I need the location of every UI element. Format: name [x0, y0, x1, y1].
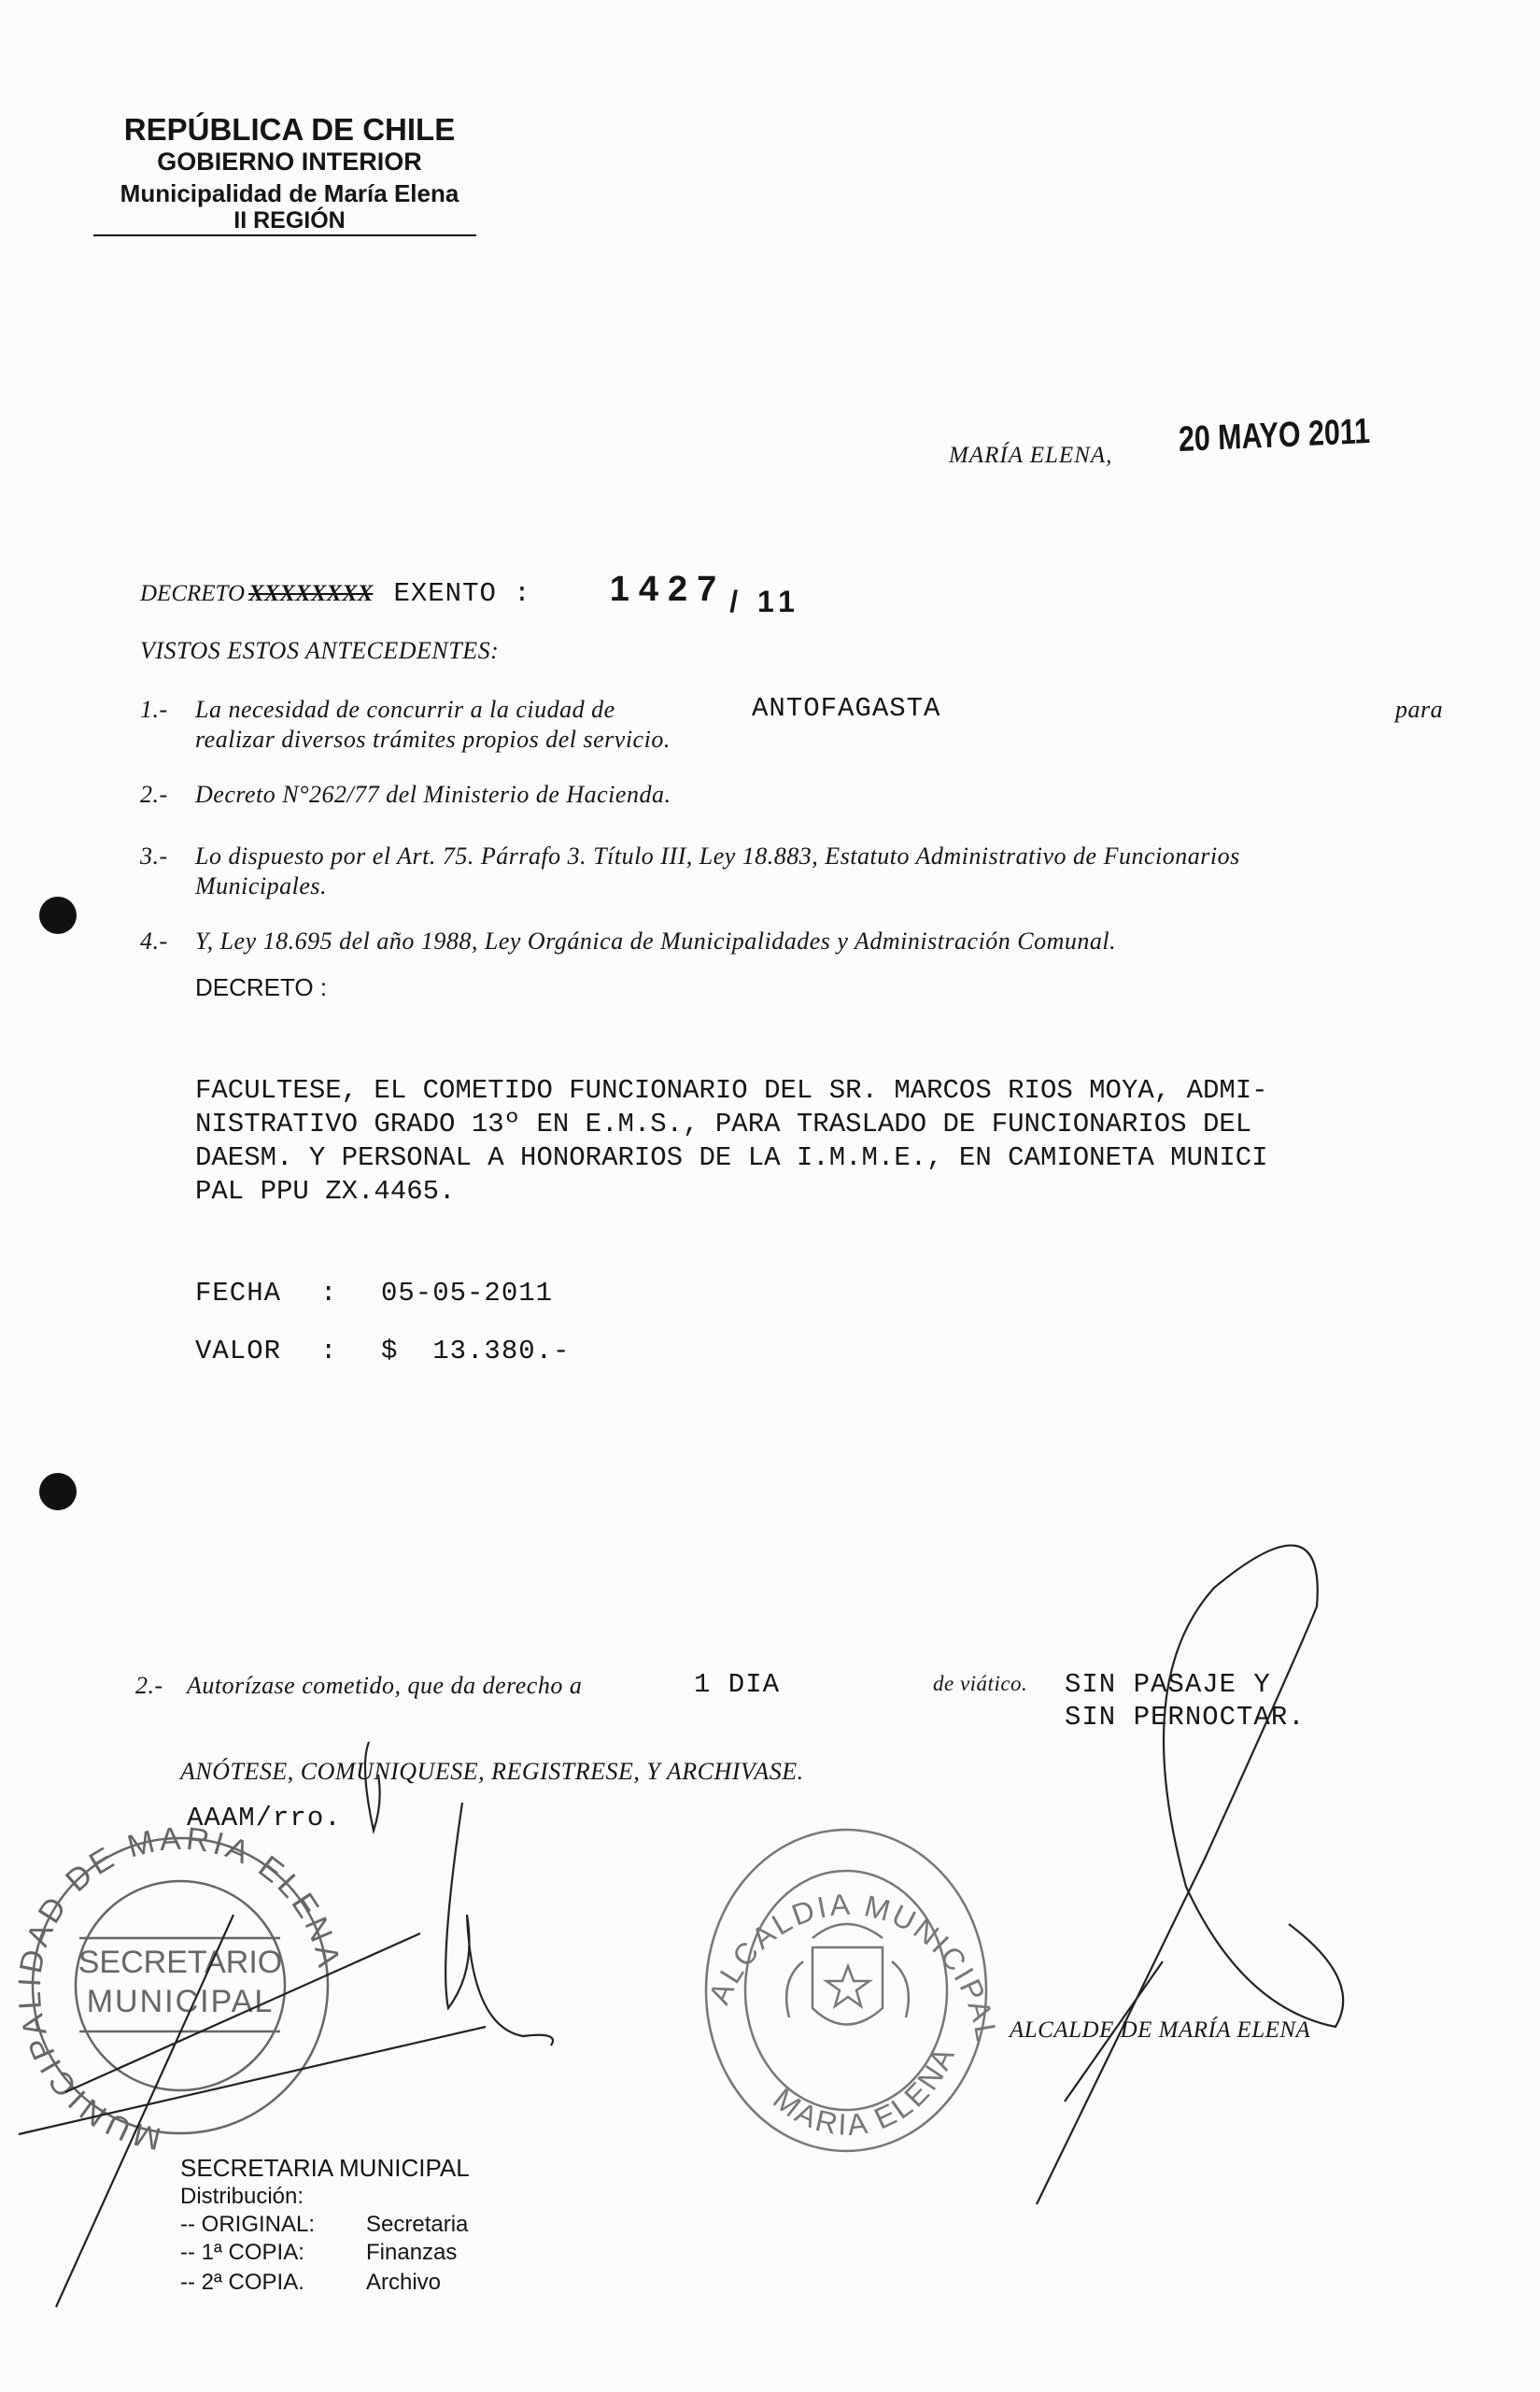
date-stamp: 20 MAYO 2011 [1178, 412, 1371, 460]
valor-label: VALOR [195, 1336, 282, 1366]
distribution-label: -- ORIGINAL: [180, 2212, 316, 2237]
mayor-stamp-top-text: ALCALDIA MUNICIPAL [701, 1887, 1005, 2046]
valor-value: $ 13.380.- [381, 1336, 571, 1366]
header-municipality: Municipalidad de María Elena [120, 179, 459, 207]
place-label: MARÍA ELENA, [949, 443, 1113, 468]
decree-type: EXENTO : [393, 578, 531, 609]
vistos-heading: VISTOS ESTOS ANTECEDENTES: [140, 637, 500, 664]
vistos-item-1-city: ANTOFAGASTA [752, 693, 941, 724]
distribution-heading: Distribución: [180, 2184, 304, 2209]
vistos-item-3-num: 3.- [140, 842, 168, 870]
vistos-item-2-num: 2.- [140, 781, 168, 808]
initials: AAAM/rro. [187, 1803, 342, 1833]
vistos-item-3-text: Lo dispuesto por el Art. 75. Párrafo 3. Título III, Ley 18.883, Estatuto Administrativo de Funcionarios [195, 842, 1240, 870]
fecha-colon: : [320, 1278, 338, 1309]
body-line-1: FACULTESE, EL COMETIDO FUNCIONARIO DEL SR. MARCOS RIOS MOYA, ADMI- [195, 1075, 1268, 1106]
fecha-label: FECHA [195, 1278, 282, 1309]
mayor-title: ALCALDE DE MARÍA ELENA [1010, 2017, 1311, 2043]
decreto-label: DECRETO : [195, 973, 328, 1001]
vistos-item-3-text2: Municipales. [195, 872, 328, 899]
decree-number: 1427 [609, 570, 727, 609]
secretary-stamp-line-1: SECRETARIO [78, 1945, 283, 1980]
mayor-stamp [706, 1830, 986, 2151]
auth-note-2: SIN PERNOCTAR. [1065, 1702, 1306, 1733]
vistos-item-1-text2: realizar diversos trámites propios del servicio. [195, 726, 671, 753]
auth-num: 2.- [135, 1672, 163, 1699]
decree-struck: XXXXXXXX [248, 581, 374, 606]
vistos-item-1-num: 1.- [140, 696, 168, 723]
decree-label: DECRETO [140, 581, 246, 606]
auth-days: 1 DIA [694, 1669, 781, 1700]
fecha-value: 05-05-2011 [381, 1278, 554, 1309]
distribution-dest: Finanzas [366, 2240, 458, 2265]
vistos-item-4-num: 4.- [140, 927, 168, 955]
vistos-item-2-text: Decreto N°262/77 del Ministerio de Hacienda. [195, 781, 671, 808]
body-line-4: PAL PPU ZX.4465. [195, 1176, 456, 1207]
auth-viatico: de viático. [933, 1672, 1028, 1695]
vistos-item-1-text: La necesidad de concurrir a la ciudad de [195, 696, 615, 723]
mayor-stamp-bottom-text: MARIA ELENA [767, 2040, 962, 2143]
vistos-item-1-para: para [1395, 696, 1444, 723]
auth-text: Autorízase cometido, que da derecho a [187, 1672, 583, 1699]
decree-suffix: / 11 [729, 585, 800, 618]
auth-note-1: SIN PASAJE Y [1065, 1669, 1271, 1700]
distribution-label: -- 1ª COPIA: [180, 2240, 304, 2265]
distribution-dest: Archivo [366, 2270, 442, 2295]
distribution-dest: Secretaria [366, 2212, 469, 2237]
distribution-office: SECRETARIA MUNICIPAL [180, 2154, 470, 2182]
secretary-stamp-line-2: MUNICIPAL [86, 1984, 275, 2019]
closing-text: ANÓTESE, COMUNIQUESE, REGISTRESE, Y ARCHIVASE. [180, 1758, 804, 1785]
header-government: GOBIERNO INTERIOR [157, 148, 422, 176]
vistos-item-4-text: Y, Ley 18.695 del año 1988, Ley Orgánica de Municipalidades y Administración Comunal. [195, 927, 1117, 955]
distribution-label: -- 2ª COPIA. [180, 2270, 304, 2295]
body-line-3: DAESM. Y PERSONAL A HONORARIOS DE LA I.M.M.E., EN CAMIONETA MUNICI [195, 1142, 1268, 1173]
header-country: REPÚBLICA DE CHILE [123, 112, 456, 147]
valor-colon: : [320, 1336, 338, 1366]
header-region: II REGIÓN [233, 207, 346, 234]
secretary-stamp-ring-text: MUNICIPALIDAD DE MARIA ELENA [11, 1820, 347, 2157]
body-line-2: NISTRATIVO GRADO 13º EN E.M.S., PARA TRASLADO DE FUNCIONARIOS DEL [195, 1109, 1252, 1139]
